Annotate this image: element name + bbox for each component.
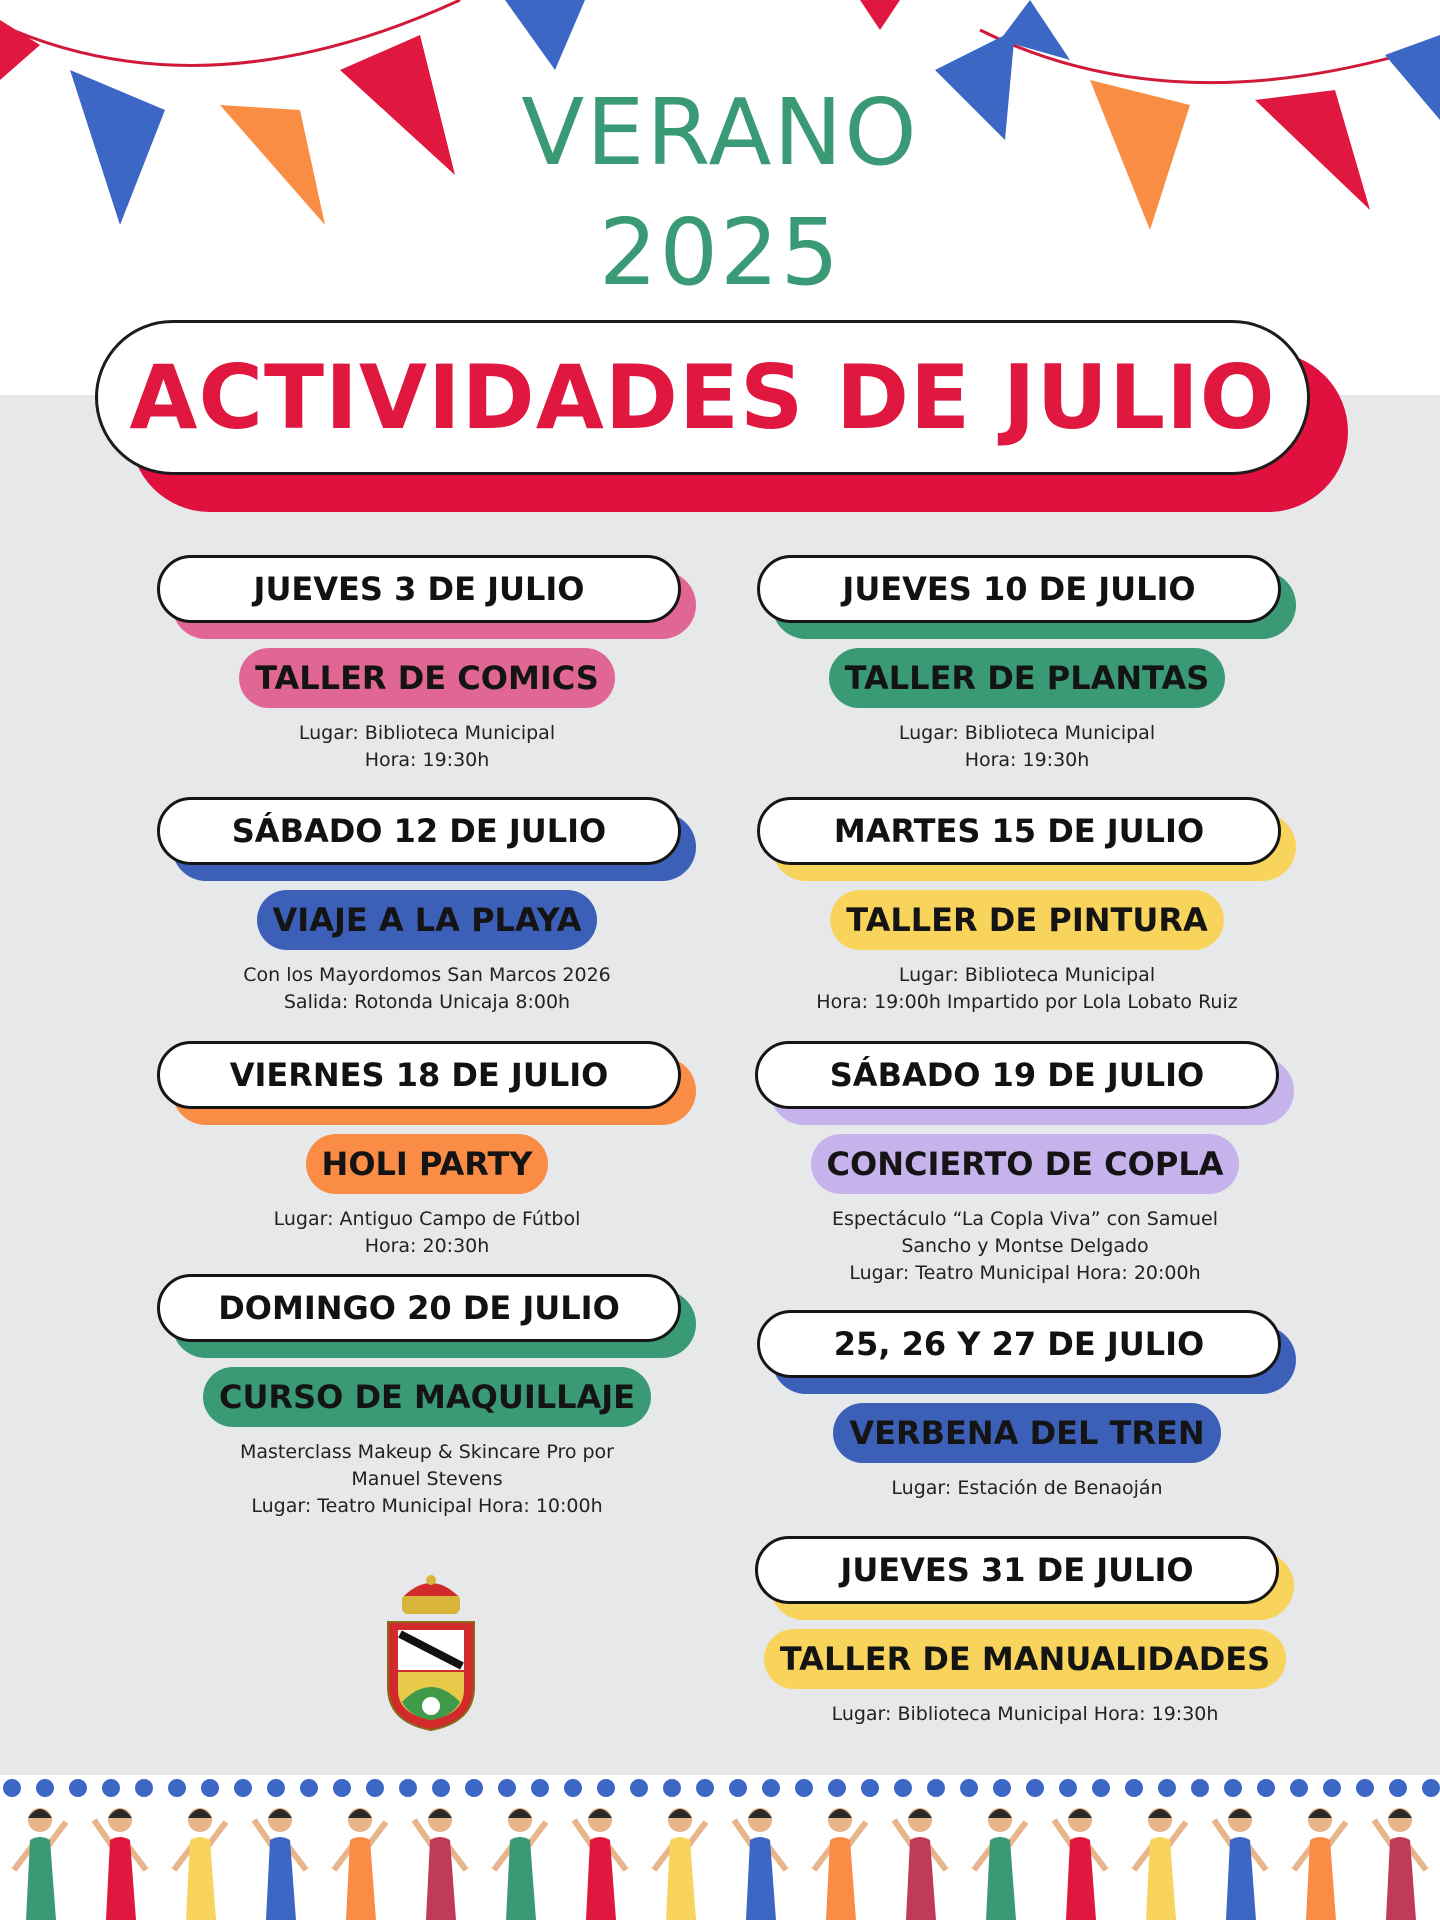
border-dot [597,1779,615,1797]
activity-wrap [757,1403,1297,1463]
event-detail-line: Manuel Stevens [351,1468,503,1490]
event-date: SÁBADO 12 DE JULIO [231,812,607,850]
event-details [157,1206,697,1260]
dancer-figure [1374,1808,1426,1920]
date-pill [755,1041,1279,1109]
border-dot [465,1779,483,1797]
event-activity: TALLER DE PLANTAS [844,659,1210,697]
event-details [157,962,697,1016]
dancer-figure [654,1808,706,1920]
dancer-figure [174,1808,226,1920]
border-dot [1389,1779,1407,1797]
dancer-figure [334,1808,386,1920]
season-title: VERANO [521,79,919,186]
border-dot [267,1779,285,1797]
event-activity: VIAJE A LA PLAYA [272,901,582,939]
event-detail-line: Lugar: Teatro Municipal Hora: 20:00h [849,1262,1201,1284]
border-dot [69,1779,87,1797]
event-details [157,720,697,774]
event-details [157,1439,697,1520]
border-dot [1323,1779,1341,1797]
event-detail-line: Lugar: Biblioteca Municipal [298,722,556,744]
border-dot [432,1779,450,1797]
event-detail-line: Hora: 20:30h [364,1235,490,1257]
event-details [757,720,1297,774]
event-detail-line: Lugar: Teatro Municipal Hora: 10:00h [251,1495,603,1517]
border-dot [531,1779,549,1797]
date-pill [157,797,681,865]
dots-border [0,1776,1440,1802]
dancer-figure [254,1808,306,1920]
event-activity: TALLER DE MANUALIDADES [779,1640,1271,1678]
dancer-figure [574,1808,626,1920]
event-activity: CONCIERTO DE COPLA [826,1145,1224,1183]
activity-pill [764,1629,1286,1689]
event-date: JUEVES 10 DE JULIO [842,570,1196,608]
border-dot [795,1779,813,1797]
event-detail-line: Lugar: Biblioteca Municipal [898,722,1156,744]
border-dot [927,1779,945,1797]
border-dot [135,1779,153,1797]
event-activity: TALLER DE PINTURA [846,901,1208,939]
dancer-figure [734,1808,786,1920]
dancer-figure [974,1808,1026,1920]
border-dot [1422,1779,1440,1797]
border-dot [1356,1779,1374,1797]
border-dot [36,1779,54,1797]
activity-wrap [157,648,697,708]
activity-wrap [757,648,1297,708]
event-detail-line: Lugar: Antiguo Campo de Fútbol [273,1208,581,1230]
border-dot [498,1779,516,1797]
activity-pill [306,1134,549,1194]
border-dot [729,1779,747,1797]
border-dot [696,1779,714,1797]
border-dot [894,1779,912,1797]
event-activity: CURSO DE MAQUILLAJE [218,1378,636,1416]
coat-of-arms-icon [382,1572,480,1732]
event-detail-line: Salida: Rotonda Unicaja 8:00h [283,991,571,1013]
dancer-figure [894,1808,946,1920]
date-pill [755,1536,1279,1604]
dancer-figure [414,1808,466,1920]
border-dot [168,1779,186,1797]
border-dot [663,1779,681,1797]
activity-pill [830,890,1223,950]
event-detail-line: Con los Mayordomos San Marcos 2026 [243,964,611,986]
date-pill [757,1310,1281,1378]
border-dot [1026,1779,1044,1797]
event-detail-line: Hora: 19:30h [364,749,490,771]
event-detail-line: Espectáculo “La Copla Viva” con Samuel [831,1208,1219,1230]
border-dot [201,1779,219,1797]
date-pill [157,1274,681,1342]
event-details [757,962,1297,1016]
border-dot [3,1779,21,1797]
event-activity: VERBENA DEL TREN [849,1414,1205,1452]
event-detail-line: Hora: 19:00h Impartido por Lola Lobato Ruiz [816,991,1238,1013]
dancer-figure [1134,1808,1186,1920]
date-pill [757,555,1281,623]
border-dot [993,1779,1011,1797]
dancer-figure [1054,1808,1106,1920]
border-dot [102,1779,120,1797]
border-dot [960,1779,978,1797]
border-dot [1290,1779,1308,1797]
dancer-figure [94,1808,146,1920]
activity-wrap [755,1134,1295,1194]
dancer-figure [494,1808,546,1920]
border-dot [1257,1779,1275,1797]
event-activity: TALLER DE COMICS [255,659,599,697]
event-detail-line: Lugar: Biblioteca Municipal Hora: 19:30h [831,1703,1219,1725]
activity-wrap [755,1629,1295,1689]
border-dot [333,1779,351,1797]
dancer-figure [1294,1808,1346,1920]
main-title-box [95,320,1310,475]
activity-pill [239,648,615,708]
event-details [755,1701,1295,1728]
event-details [755,1206,1295,1287]
border-dot [1158,1779,1176,1797]
event-detail-line: Lugar: Estación de Benaoján [891,1477,1163,1499]
activity-pill [257,890,598,950]
dancers-illustration-icon [0,1800,1440,1920]
border-dot [762,1779,780,1797]
border-dot [366,1779,384,1797]
border-dot [234,1779,252,1797]
activity-pill [811,1134,1240,1194]
event-activity: HOLI PARTY [321,1145,533,1183]
border-dot [630,1779,648,1797]
activity-pill [203,1367,651,1427]
activity-wrap [157,1134,697,1194]
border-dot [1224,1779,1242,1797]
dancer-figure [1214,1808,1266,1920]
border-dot [1191,1779,1209,1797]
event-date: DOMINGO 20 DE JULIO [218,1289,620,1327]
border-dot [1059,1779,1077,1797]
event-date: 25, 26 Y 27 DE JULIO [833,1325,1205,1363]
main-title: ACTIVIDADES DE JULIO [129,346,1276,449]
date-pill [157,555,681,623]
activity-wrap [757,890,1297,950]
border-dot [399,1779,417,1797]
activity-pill [829,648,1226,708]
event-detail-line: Lugar: Biblioteca Municipal [898,964,1156,986]
border-dot [861,1779,879,1797]
activity-wrap [157,1367,697,1427]
border-dot [564,1779,582,1797]
event-date: JUEVES 31 DE JULIO [840,1551,1194,1589]
border-dot [1125,1779,1143,1797]
event-date: SÁBADO 19 DE JULIO [829,1056,1205,1094]
event-date: MARTES 15 DE JULIO [833,812,1205,850]
season-year: 2025 [598,199,842,306]
dancer-figure [14,1808,66,1920]
event-details [757,1475,1297,1502]
event-date: VIERNES 18 DE JULIO [229,1056,609,1094]
event-date: JUEVES 3 DE JULIO [253,570,585,608]
date-pill [157,1041,681,1109]
border-dot [1092,1779,1110,1797]
border-dot [300,1779,318,1797]
activity-pill [833,1403,1220,1463]
dancer-figure [814,1808,866,1920]
event-detail-line: Hora: 19:30h [964,749,1090,771]
activity-wrap [157,890,697,950]
date-pill [757,797,1281,865]
event-detail-line: Masterclass Makeup & Skincare Pro por [240,1441,614,1463]
event-detail-line: Sancho y Montse Delgado [901,1235,1149,1257]
border-dot [828,1779,846,1797]
